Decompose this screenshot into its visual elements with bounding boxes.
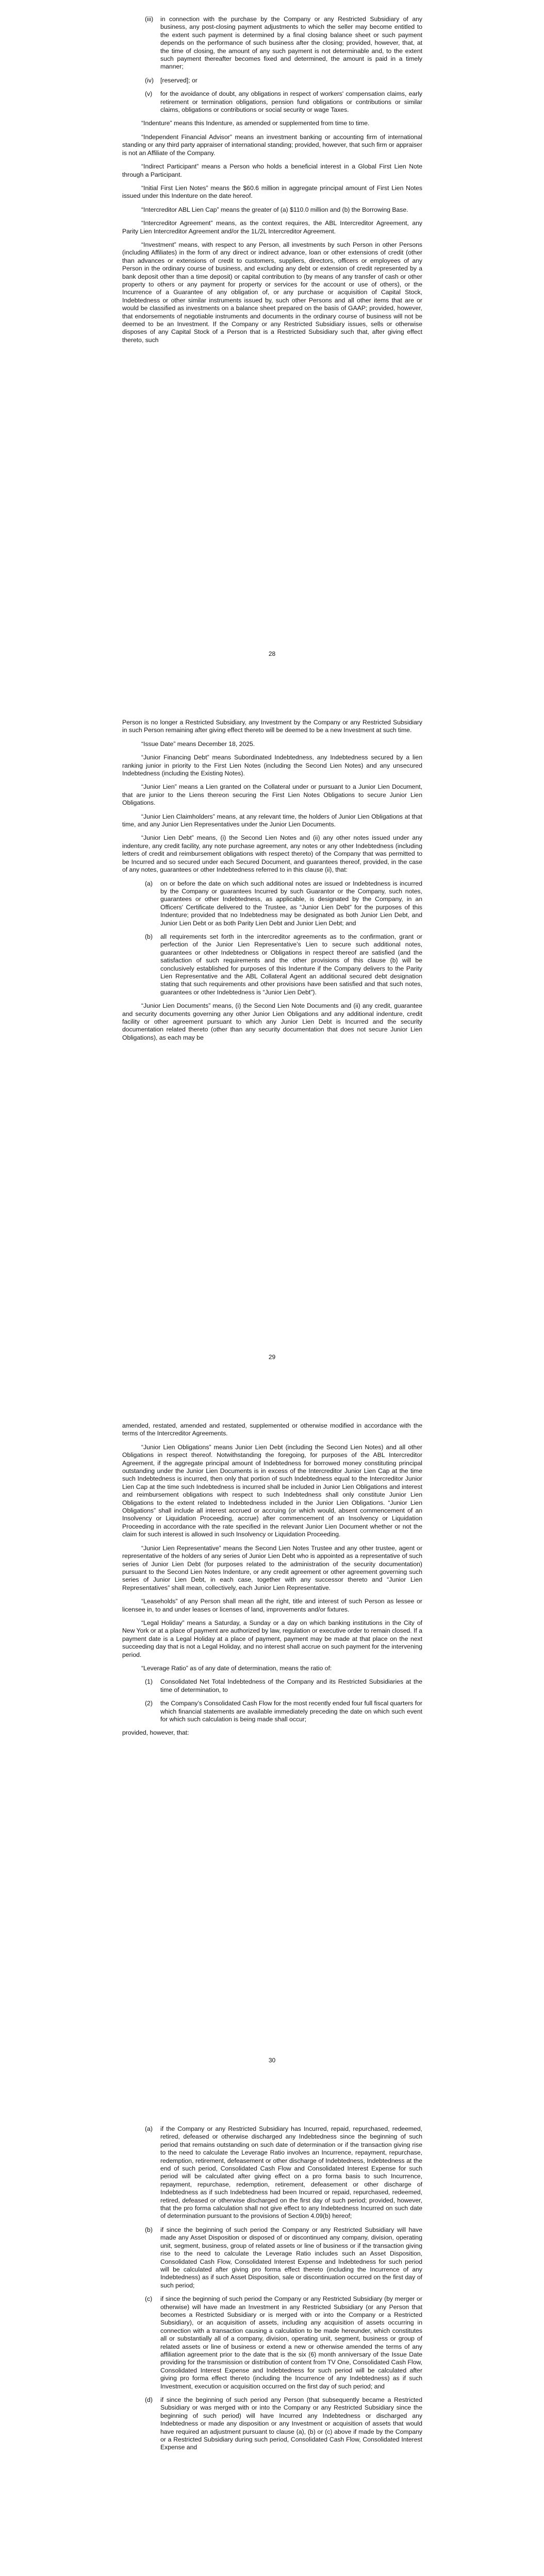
paragraph: “Junior Lien Representative” means the Second Lien Notes Trustee and any other trustee, agent or representative of the holders of any series of Junior Lien Debt who is appointed as a representative of such series of Junior Lien Debt (for purposes related to the administration of the security documentation) pursuant to the Second Lien Notes Indenture, or any credit agreement or other agreement governing such series of Junior Lien Debt, in each case, together with any successor thereto and “Junior Lien Representatives” shall mean, collectively, each Junior Lien Representative.: [122, 1544, 422, 1591]
item-label: (b): [145, 2226, 153, 2233]
paragraph: “Junior Lien Debt” means, (i) the Second Lien Notes and (ii) any other notes issued under any indenture, any credit facility, any note purchase agreement, any notes or any other Indebtedness (including letters of credit and reimbursement obligations with respect thereto) of the Company that was permitted to be Incurred and so secured under each Secured Document, and guarantees thereof, provided, in the case of any notes, guarantees or other Indebtedness referred to in this clause (ii), that:: [122, 834, 422, 874]
page-number: 28: [268, 650, 276, 657]
paragraph: “Junior Lien Obligations” means Junior Lien Debt (including the Second Lien Notes) and all other Obligations in respect thereof. Notwithstanding the foregoing, for purposes of the ABL Intercreditor Agreement, if the aggregate principal amount of Indebtedness for borrowed money constituting principal outstanding under the Junior Lien Documents is in excess of the Intercreditor Junior Lien Cap at the time such Indebtedness is incurred, then only that portion of such Indebtedness equal to the Intercreditor Junior Lien Cap at the time such Indebtedness is incurred shall be included in Junior Lien Obligations and interest and reimbursement obligations with respect to such Indebtedness shall only constitute Junior Lien Obligations to the extent related to Indebtedness included in the Junior Lien Obligations. “Junior Lien Obligations” shall include all interest accrued or accruing (or which would, absent commencement of an Insolvency or Liquidation Proceeding, accrue) after commencement of an Insolvency or Liquidation Proceeding in accordance with the rate specified in the relevant Junior Lien Document whether or not the claim for such interest is allowed in such Insolvency or Liquidation Proceeding.: [122, 1443, 422, 1538]
page-body: [122, 1422, 422, 1743]
list-item: [122, 2295, 422, 2391]
paragraph: “Independent Financial Advisor” means an investment banking or accounting firm of international standing or any third party appraiser of international standing; provided, however, that such firm or appraiser is not an Affiliate of the Company.: [122, 133, 422, 157]
item-label: (b): [145, 933, 153, 940]
item-label: (a): [145, 879, 153, 887]
item-text: if the Company or any Restricted Subsidiary has Incurred, repaid, repurchased, redeemed, retired, defeased or otherwise discharged any Indebtedness since the beginning of such period that remains outstanding on such date of determination or if the transaction giving rise to the need to calculate the Leverage Ratio involves an Incurrence, repayment, repurchase, redemption, retirement, defeasement or other discharge of Indebtedness, Indebtedness at the end of such period, Consolidated Cash Flow and Consolidated Interest Expense for such period will be calculated after giving effect on a pro forma basis to such Incurrence, repayment, repurchase, redemption, retirement, defeasement or other discharge of Indebtedness as if such Indebtedness had been Incurred or repaid, repurchased, redeemed, retired, defeased or otherwise discharged on the first day of such period; provided, however, that the pro forma calculation shall not give effect to any Indebtedness Incurred on such date of determination pursuant to the provisions of Section 4.09(b) hereof;: [160, 2125, 422, 2220]
paragraph: “Issue Date” means December 18, 2025.: [141, 740, 255, 748]
list-item: [122, 933, 422, 996]
item-text: all requirements set forth in the intercreditor agreements as to the confirmation, grant or perfection of the Junior Lien Representative’s Lien to secure such additional notes, guarantees or other Indebtedness or Obligations in respect thereof are satisfied (and the satisfaction of such requirements and the other provisions of this clause (b) will be conclusively established for purposes of this Indenture if the Company delivers to the Parity Lien Representative and the ABL Collateral Agent an additional secured debt designation stating that such requirements and other provisions have been satisfied and that such notes, guarantees or other Indebtedness is “Junior Lien Debt”).: [160, 933, 422, 996]
paragraph: “Junior Lien” means a Lien granted on the Collateral under or pursuant to a Junior Lien Document, that are junior to the Liens thereon securing the First Lien Notes Obligations to secure Junior Lien Obligations.: [122, 783, 422, 807]
item-text: if since the beginning of such period the Company or any Restricted Subsidiary will have made any Asset Disposition or disposed of or discontinued any company, division, operating unit, segment, business, group of related assets or line of business or if the transaction giving rise to the need to calculate the Leverage Ratio includes such an Asset Disposition, Consolidated Cash Flow, Consolidated Interest Expense and Indebtedness for such period will be calculated after giving pro forma effect thereto (including the Incurrence of any Indebtedness) as if such Asset Disposition, sale or discontinuation occurred on the first day of such period;: [160, 2226, 422, 2289]
paragraph: “Intercreditor Agreement” means, as the context requires, the ABL Intercreditor Agreement, any Parity Lien Intercreditor Agreement and/or the 1L/2L Intercreditor Agreement.: [122, 219, 422, 235]
paragraph: “Leaseholds” of any Person shall mean all the right, title and interest of such Person as lessee or licensee in, to and under leases or licenses of land, improvements and/or fixtures.: [122, 1598, 422, 1613]
page-body: [122, 2125, 422, 2458]
paragraph: provided, however, that:: [122, 1729, 189, 1737]
item-label: (c): [145, 2295, 153, 2303]
paragraph: “Investment” means, with respect to any Person, all investments by such Person in other Persons (including Affiliates) in the form of any direct or indirect advance, loan or other extensions of credit (other than advances or extensions of credit to customers, suppliers, directors, officers or employees of any Person in the ordinary course of business, and excluding any debt or extension of credit represented by a bank deposit other than a time deposit) or capital contribution to (by means of any transfer of cash or other property to others or any payment for property or services for the account or use of others), or the Incurrence of a Guarantee of any obligation of, or any purchase or acquisition of Capital Stock, Indebtedness or other similar instruments issued by, such other Persons and all other items that are or would be classified as investments on a balance sheet prepared on the basis of GAAP; provided, however, that endorsements of negotiable instruments and documents in the ordinary course of business will not be deemed to be an Investment. If the Company or any Restricted Subsidiary issues, sells or otherwise disposes of any Capital Stock of a Person that is a Restricted Subsidiary such that, after giving effect thereto, such: [122, 241, 422, 344]
item-label: (d): [145, 2396, 153, 2403]
paragraph: “Junior Financing Debt” means Subordinated Indebtedness, any Indebtedness secured by a lien ranking junior in priority to the First Lien Notes (including the Second Lien Notes) and any unsecured Indebtedness (including the Existing Notes).: [122, 754, 422, 777]
page-number: 29: [268, 1353, 276, 1361]
item-text: Consolidated Net Total Indebtedness of the Company and its Restricted Subsidiaries at the time of determination, to: [160, 1678, 422, 1693]
list-item: [122, 2396, 422, 2452]
paragraph: “Intercreditor ABL Lien Cap” means the greater of (a) $110.0 million and (b) the Borrowing Base.: [141, 206, 408, 213]
list-item: [122, 2125, 422, 2221]
paragraph: “Legal Holiday” means a Saturday, a Sunday or a day on which banking institutions in the City of New York or at a place of payment are authorized by law, regulation or executive order to remain closed. If a payment date is a Legal Holiday at a place of payment, payment may be made at that place on the next succeeding day that is not a Legal Holiday, and no interest shall accrue on such payment for the intervening period.: [122, 1619, 422, 1658]
page-body: [122, 719, 422, 1047]
list-item: [122, 2226, 422, 2290]
item-label: (iii): [145, 15, 154, 23]
paragraph: “Junior Lien Documents” means, (i) the Second Lien Note Documents and (ii) any credit, guarantee and security documents governing any other Junior Lien Obligations and any additional indenture, credit facility or other agreement pursuant to which any Junior Lien Debt is Incurred and the security documentation related thereto (other than any security documentation that does not secure Junior Lien Obligations), as each may be: [122, 1002, 422, 1041]
paragraph: “Leverage Ratio” as of any date of determination, means the ratio of:: [141, 1664, 332, 1672]
paragraph: amended, restated, amended and restated, supplemented or otherwise modified in accordance with the terms of the Intercreditor Agreements.: [122, 1422, 422, 1437]
document-page: [0, 1406, 544, 2110]
paragraph: “Indirect Participant” means a Person who holds a beneficial interest in a Global First Lien Note through a Participant.: [122, 163, 422, 178]
item-label: (1): [145, 1678, 153, 1686]
item-text: in connection with the purchase by the Company or any Restricted Subsidiary of any business, any post-closing payment adjustments to which the seller may become entitled to the extent such payment is determined by a final closing balance sheet or such payment depends on the performance of such business after the closing; provided, however, that, at the time of closing, the amount of any such payment is not determinable and, to the extent such payment thereafter becomes fixed and determined, the amount is paid in a timely manner;: [160, 15, 422, 71]
item-label: (v): [145, 90, 153, 98]
item-text: on or before the date on which such additional notes are issued or Indebtedness is incurred by the Company or guarantees Incurred by such Guarantor or the Company, such notes, guarantees or other Indebtedness, as applicable, is designated by the Company, in an Officers' Certificate delivered to the Trustee, as “Junior Lien Debt” for the purposes of this Indenture; provided that no Indebtedness may be designated as both Junior Lien Debt, and Junior Lien Debt or as both Parity Lien Debt and Junior Lien Debt; and: [160, 879, 422, 927]
paragraph: “Junior Lien Claimholders” means, at any relevant time, the holders of Junior Lien Obligations at that time, and any Junior Lien Representatives under the Junior Lien Documents.: [122, 812, 422, 828]
document-page: [0, 2110, 544, 2576]
item-text: the Company’s Consolidated Cash Flow for the most recently ended four full fiscal quarters for which financial statements are available immediately preceding the date on which such event for which such calculation is being made shall occur;: [160, 1700, 422, 1723]
list-item: [122, 15, 422, 71]
item-text: if since the beginning of such period the Company or any Restricted Subsidiary (by merger or otherwise) will have made an Investment in any Restricted Subsidiary (or any Person that becomes a Restricted Subsidiary or is merged with or into the Company or a Restricted Subsidiary), or an acquisition of assets, including any acquisition of assets occurring in connection with a transaction causing a calculation to be made hereunder, which constitutes all or substantially all of a company, division, operating unit, segment, business or group of related assets or line of business or extend a new or otherwise amended the terms of any affiliation agreement prior to the date that is the six (6) month anniversary of the Issue Date providing for the transmission or distribution of content from TV One, Consolidated Cash Flow, Consolidated Interest Expense and Indebtedness for such period will be calculated after giving pro forma effect thereto (including the Incurrence of any Indebtedness) as if such Investment, execution or acquisition occurred on the first day of such period; and: [160, 2295, 422, 2390]
list-item: [122, 90, 422, 114]
paragraph: “Initial First Lien Notes” means the $60.6 million in aggregate principal amount of First Lien Notes issued under this Indenture on the date hereof.: [122, 184, 422, 200]
item-label: (2): [145, 1700, 153, 1707]
item-label: (iv): [145, 76, 154, 84]
item-text: for the avoidance of doubt, any obligations in respect of workers' compensation claims, early retirement or termination obligations, pension fund obligations or contributions or similar claims, obligations or contributions or social security or wage Taxes.: [160, 90, 422, 114]
page-body: [122, 15, 422, 350]
paragraph: “Indenture” means this Indenture, as amended or supplemented from time to time.: [141, 120, 370, 127]
document-page: [0, 0, 544, 703]
item-label: (a): [145, 2125, 153, 2132]
page-number: 30: [268, 2057, 276, 2064]
item-text: [reserved]; or: [160, 76, 197, 84]
paragraph: Person is no longer a Restricted Subsidiary, any Investment by the Company or any Restricted Subsidiary in such Person remaining after giving effect thereto will be deemed to be a new Investment at such time.: [122, 719, 422, 734]
list-item: [122, 1678, 422, 1694]
list-item: [122, 880, 422, 927]
document-page: [0, 703, 544, 1406]
item-text: if since the beginning of such period any Person (that subsequently became a Restricted Subsidiary or was merged with or into the Company or any Restricted Subsidiary since the beginning of such period) will have Incurred any Indebtedness or discharged any Indebtedness or made any disposition or any Investment or acquisition of assets that would have required an adjustment pursuant to clause (a), (b) or (c) above if made by the Company or a Restricted Subsidiary during such period, Consolidated Cash Flow, Consolidated Interest Expense and: [160, 2396, 422, 2451]
list-item: [122, 77, 422, 84]
list-item: [122, 1700, 422, 1723]
